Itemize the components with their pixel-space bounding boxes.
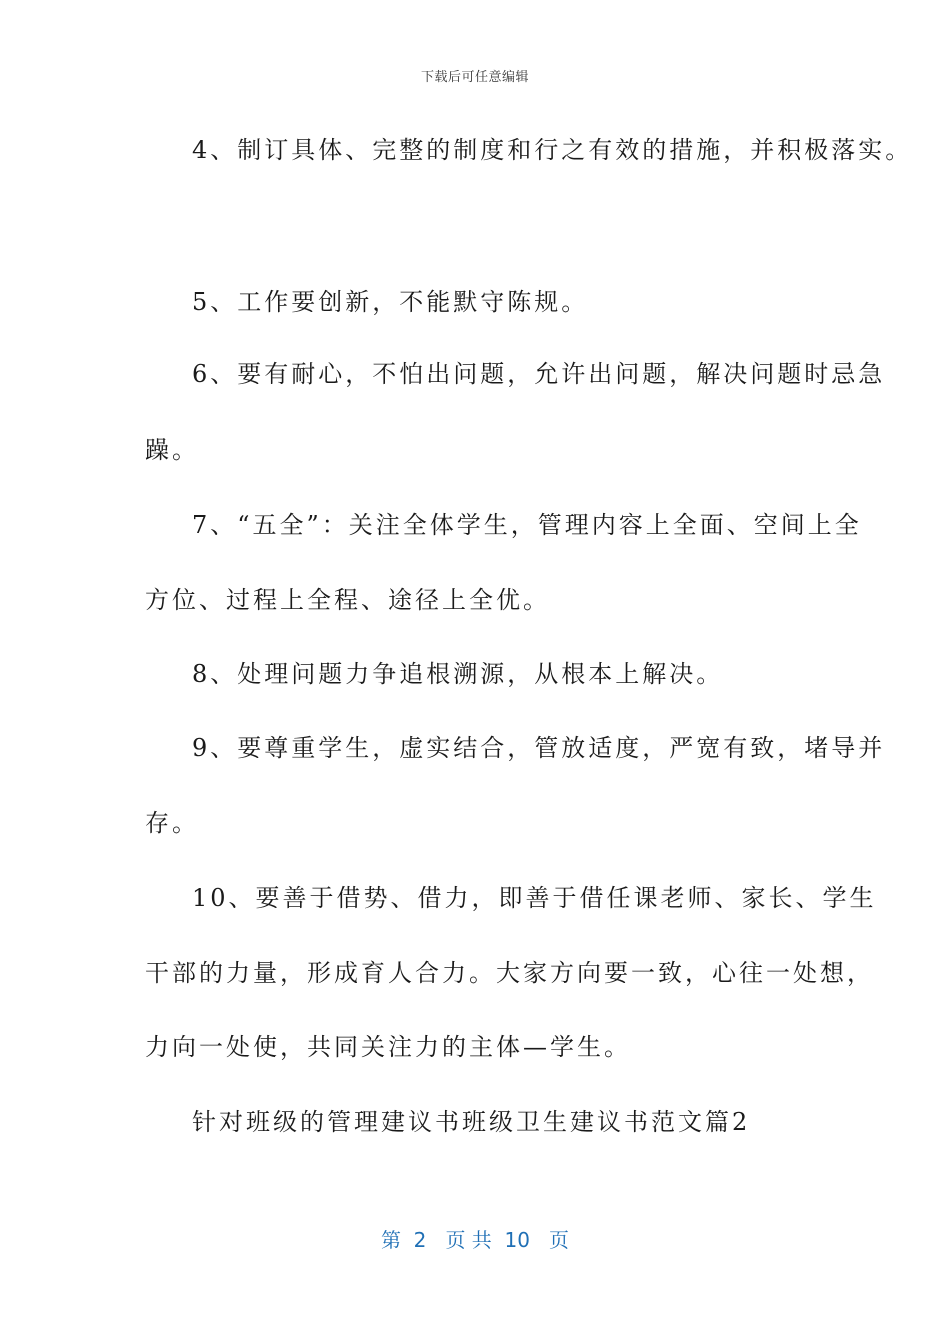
paragraph-line: 7、“五全”：关注全体学生，管理内容上全面、空间上全	[192, 511, 862, 539]
paragraph-line: 方位、过程上全程、途径上全优。	[145, 586, 550, 614]
paragraph-line: 5、工作要创新，不能默守陈规。	[192, 288, 589, 316]
paragraph-line: 10、要善于借势、借力，即善于借任课老师、家长、学生	[192, 884, 877, 912]
paragraph-line: 8、处理问题力争追根溯源，从根本上解决。	[192, 660, 724, 688]
paragraph-line: 4、制订具体、完整的制度和行之有效的措施，并积极落实。	[192, 136, 913, 164]
paragraph-line: 9、要尊重学生，虚实结合，管放适度，严宽有致，堵导并	[192, 734, 886, 762]
paragraph-line: 力向一处使，共同关注力的主体—学生。	[145, 1033, 631, 1061]
page-number-footer: 第 2 页 共 10 页	[380, 1228, 570, 1252]
header-note: 下载后可任意编辑	[420, 70, 529, 85]
paragraph-line: 躁。	[145, 436, 199, 464]
paragraph-line: 干部的力量，形成育人合力。大家方向要一致，心往一处想，	[145, 959, 874, 987]
paragraph-line: 存。	[145, 809, 199, 837]
paragraph-line: 6、要有耐心，不怕出问题，允许出问题，解决问题时忌急	[192, 360, 886, 388]
section-heading-line: 针对班级的管理建议书班级卫生建议书范文篇2	[192, 1108, 751, 1136]
